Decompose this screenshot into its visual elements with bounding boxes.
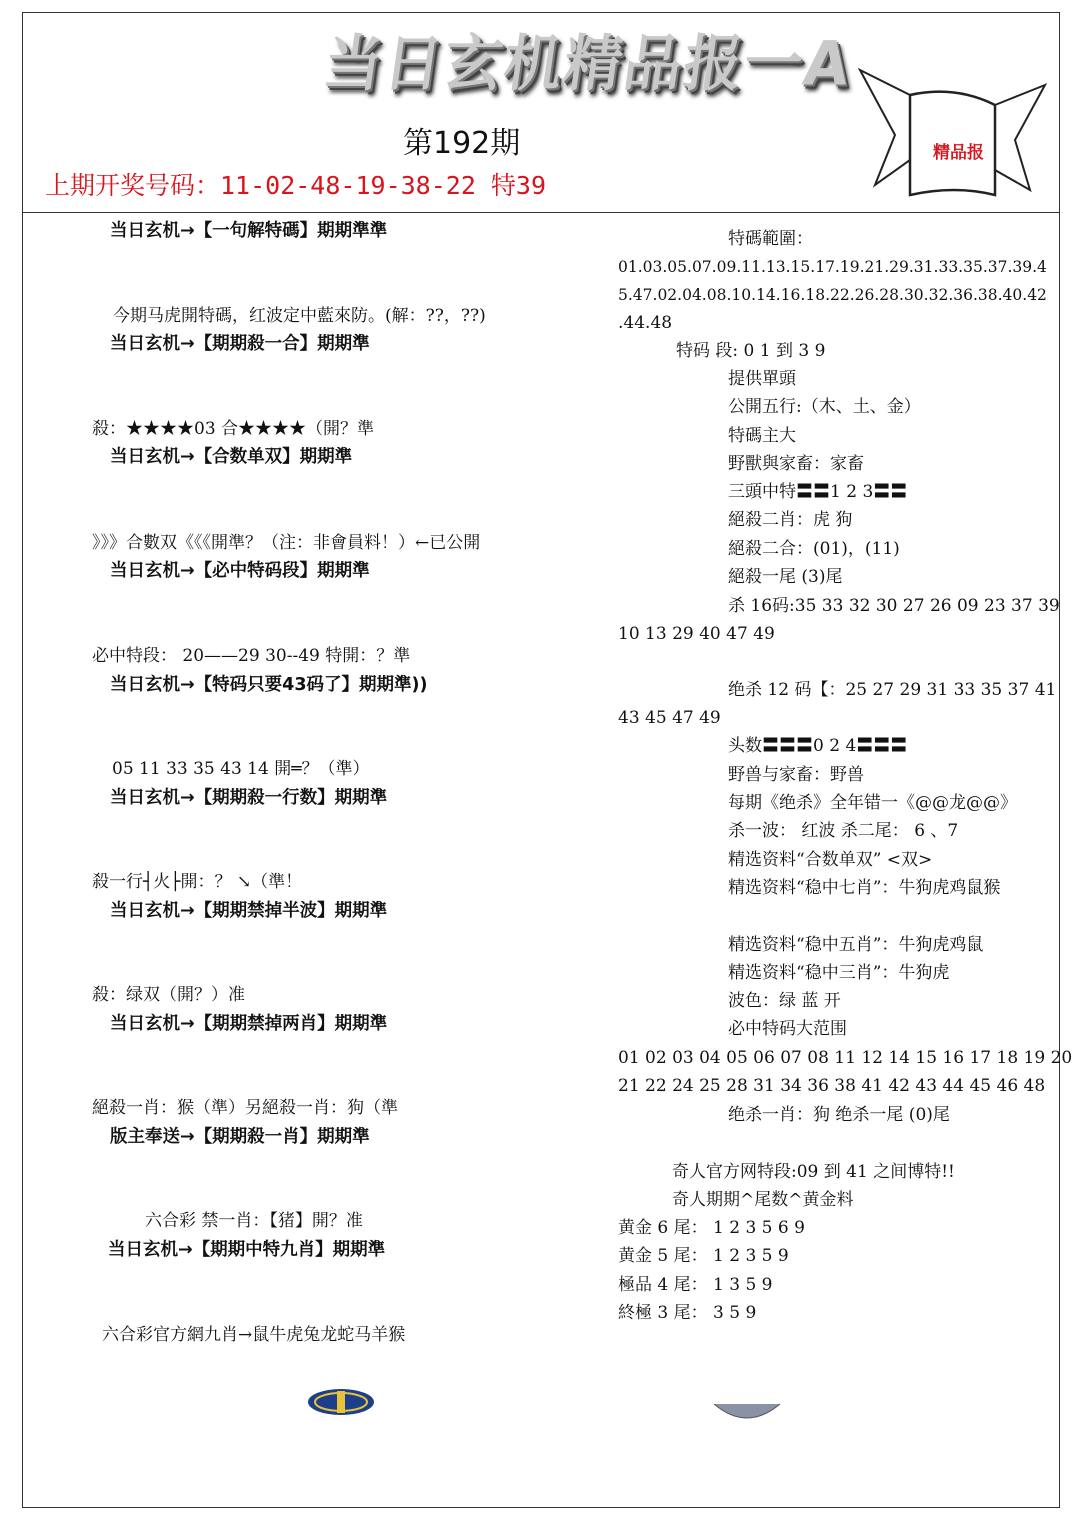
right-line: 必中特码大范围 bbox=[728, 1019, 847, 1039]
right-line: 黄金 6 尾： 1 2 3 5 6 9 bbox=[618, 1218, 805, 1238]
section-content: 》》》合數双《《《開準？（注：非會員料！）←已公開 bbox=[92, 533, 481, 553]
section-title: 当日玄机→【特码只要43码了】期期準)) bbox=[110, 675, 428, 695]
right-line: 精选资料“稳中三肖”：牛狗虎 bbox=[728, 963, 950, 983]
right-line: 三頭中特〓〓1 2 3〓〓 bbox=[728, 482, 908, 502]
section-content: 今期马虎開特碼，红波定中藍來防。(解：??，??) bbox=[113, 306, 486, 326]
right-line: 奇人期期^尾数^黄金料 bbox=[672, 1190, 854, 1210]
right-line: 黄金 5 尾： 1 2 3 5 9 bbox=[618, 1246, 789, 1266]
section-content: 絕殺一肖：猴（準）另絕殺一肖：狗（準 bbox=[92, 1098, 398, 1118]
right-line: 杀一波： 红波 杀二尾： 6 、7 bbox=[728, 821, 959, 841]
section-title: 版主奉送→【期期殺一肖】期期準 bbox=[110, 1127, 370, 1147]
right-line: 01.03.05.07.09.11.13.15.17.19.21.29.31.33.35.37.39.4 bbox=[618, 258, 1047, 276]
header-divider bbox=[22, 212, 1060, 213]
section-content: 殺一行┤火├開：？ ↘（準！ bbox=[92, 872, 303, 892]
right-line: 奇人官方网特段:09 到 41 之间博特!! bbox=[672, 1162, 955, 1182]
right-line: 提供單頭 bbox=[728, 369, 796, 389]
right-line: 10 13 29 40 47 49 bbox=[618, 624, 775, 644]
right-line: 絕殺二合：(01)，(11) bbox=[728, 539, 900, 559]
right-line: 01 02 03 04 05 06 07 08 11 12 14 15 16 17 18 19 20 bbox=[618, 1048, 1073, 1068]
section-content: 六合彩 禁一肖：【猪】開？准 bbox=[145, 1211, 363, 1231]
section-title: 当日玄机→【期期殺一行数】期期準 bbox=[110, 788, 388, 808]
right-line: 公開五行:（木、土、金） bbox=[728, 397, 921, 417]
section-content: 殺：绿双（開？）准 bbox=[92, 985, 245, 1005]
section-content: 殺：★★★★03 合★★★★（開？準 bbox=[92, 419, 375, 439]
right-line: 头数〓〓〓0 2 4〓〓〓 bbox=[728, 736, 908, 756]
right-line: 精选资料“合数单双” <双> bbox=[728, 850, 933, 870]
ribbon-badge-icon bbox=[855, 65, 1050, 205]
right-line: 5.47.02.04.08.10.14.16.18.22.26.28.30.32.36.38.40.42 bbox=[618, 286, 1047, 304]
badge-label: 精品报 bbox=[933, 143, 984, 163]
issue-number: 第192期 bbox=[403, 126, 521, 161]
masthead-title: 当日玄机精品报一A bbox=[319, 27, 857, 99]
section-title: 当日玄机→【期期禁掉半波】期期準 bbox=[110, 901, 388, 921]
right-line: 杀 16码:35 33 32 30 27 26 09 23 37 39 bbox=[728, 596, 1060, 616]
section-title: 当日玄机→【期期禁掉两肖】期期準 bbox=[110, 1014, 388, 1034]
section-content: 05 11 33 35 43 14 開═？（準） bbox=[112, 759, 370, 779]
right-line: 精选资料“稳中五肖”：牛狗虎鸡鼠 bbox=[728, 935, 984, 955]
right-line: 終極 3 尾： 3 5 9 bbox=[618, 1303, 757, 1323]
right-line: 絕殺一尾 (3)尾 bbox=[728, 567, 843, 587]
right-line: 精选资料“稳中七肖”：牛狗虎鸡鼠猴 bbox=[728, 878, 1001, 898]
section-title: 当日玄机→【必中特码段】期期準 bbox=[110, 561, 370, 581]
right-line: 绝杀 12 码【：25 27 29 31 33 35 37 41 bbox=[728, 680, 1057, 700]
section-title: 当日玄机→【合数单双】期期準 bbox=[110, 447, 353, 467]
right-line: .44.48 bbox=[618, 313, 673, 333]
section-content: 必中特段： 20——29 30--49 特開：？準 bbox=[92, 646, 411, 666]
right-line: 43 45 47 49 bbox=[618, 708, 721, 728]
right-line: 21 22 24 25 28 31 34 36 38 41 42 43 44 45 46 48 bbox=[618, 1076, 1046, 1096]
right-line: 野獸與家畜：家畜 bbox=[728, 454, 864, 474]
right-line: 每期《绝杀》全年错一《@@龙@@》 bbox=[728, 793, 1017, 813]
emblem-logo-icon bbox=[306, 1387, 376, 1417]
section-content: 六合彩官方網九肖→鼠牛虎兔龙蛇马羊猴 bbox=[102, 1325, 406, 1345]
section-title: 当日玄机→【期期中特九肖】期期準 bbox=[108, 1240, 386, 1260]
emblem-partial-icon bbox=[712, 1402, 782, 1422]
right-line: 特码 段: 0 1 到 3 9 bbox=[676, 341, 826, 361]
right-line: 特碼主大 bbox=[728, 426, 796, 446]
section-title: 当日玄机→【期期殺一合】期期準 bbox=[110, 334, 370, 354]
right-line: 絕殺二肖：虎 狗 bbox=[728, 510, 853, 530]
right-line: 野兽与家畜：野兽 bbox=[728, 765, 864, 785]
right-line: 绝杀一肖：狗 绝杀一尾 (0)尾 bbox=[728, 1105, 950, 1125]
right-line: 極品 4 尾： 1 3 5 9 bbox=[618, 1275, 773, 1295]
last-draw-numbers: 上期开奖号码：11-02-48-19-38-22 特39 bbox=[45, 171, 547, 200]
right-line: 波色：绿 蓝 开 bbox=[728, 991, 841, 1011]
right-line: 特碼範圍： bbox=[728, 229, 813, 249]
section-title: 当日玄机→【一句解特碼】期期準準 bbox=[110, 221, 388, 241]
